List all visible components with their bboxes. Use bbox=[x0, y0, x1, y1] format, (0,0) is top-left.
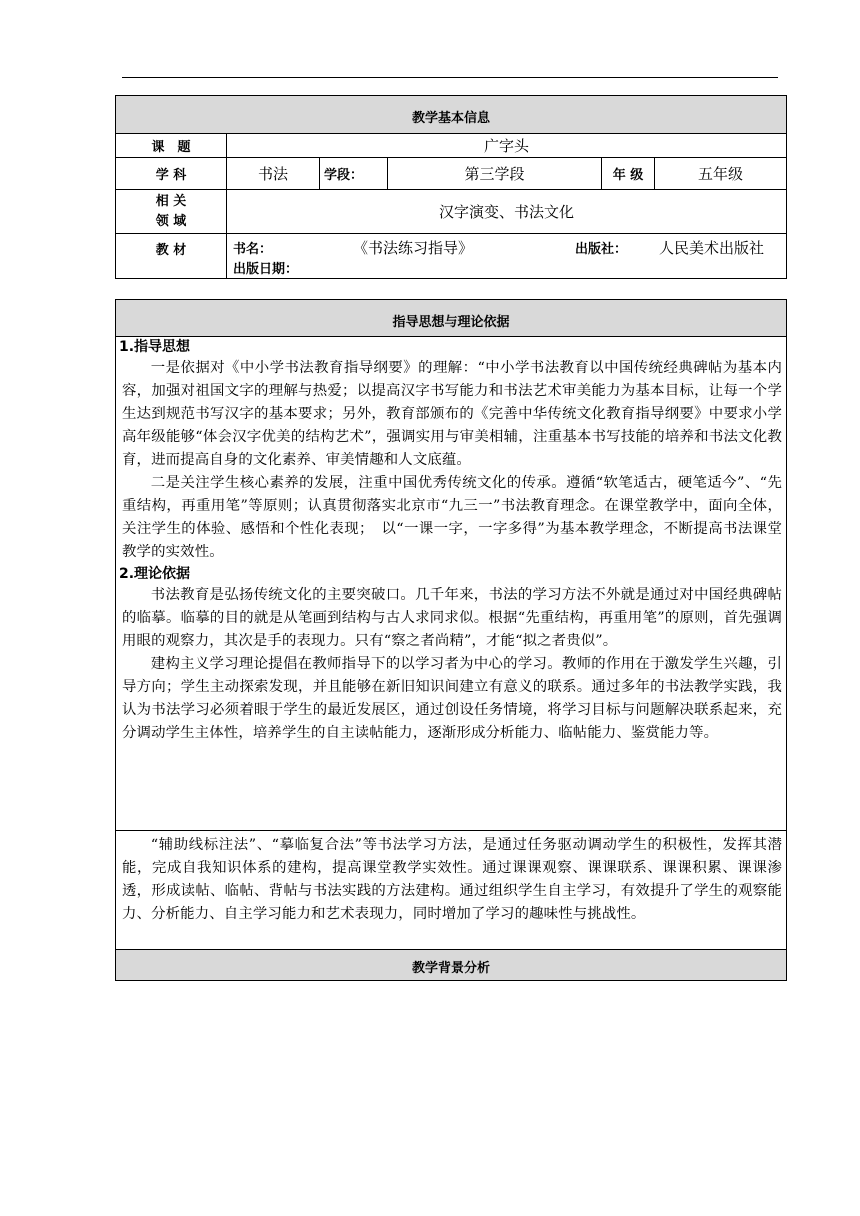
section2-paragraph: 书法教育是弘扬传统文化的主要突破口。几千年来，书法的学习方法不外就是通过对中国经典碑帖的临摹。临摹的目的就是从笔画到结构与古人求同求似。根据“先重结构，再重用笔”的原则，首先强调用眼的观察力，其次是手的表现力。只有“察之者尚精”，才能“拟之者贵似”。 bbox=[122, 587, 782, 649]
guidance-table bbox=[115, 299, 787, 981]
pub-date-label: 出版日期： bbox=[233, 262, 299, 277]
topic-label: 课 题 bbox=[116, 134, 227, 158]
field-label-line1: 相 关 bbox=[155, 193, 187, 209]
book-value: 《书法练习指导》 bbox=[353, 239, 474, 257]
stage-label: 学段： bbox=[320, 158, 388, 190]
field-label bbox=[116, 190, 227, 234]
subject-label: 学 科 bbox=[116, 158, 227, 190]
summary-paragraph: “辅助线标注法”、“摹临复合法”等书法学习方法，是通过任务驱动调动学生的积极性，发挥其潜能，完成自我知识体系的建构，提高课堂教学实效性。通过课课观察、课课联系、课课积累、课课渗透，形成读帖、临帖、背帖与书法实践的方法建构。通过组织学生自主学习，有效提升了学生的观察能力、分析能力、自主学习能力和艺术表现力，同时增加了学习的趣味性与挑战性。 bbox=[122, 837, 782, 922]
publisher-value: 人民美术出版社 bbox=[659, 239, 765, 257]
section2-title: 2.理论依据 bbox=[119, 566, 191, 582]
page-header-rule bbox=[122, 77, 778, 78]
book-label: 书名： bbox=[233, 242, 273, 257]
teaching-background-header: 教学背景分析 bbox=[116, 950, 787, 981]
topic-value: 广字头 bbox=[227, 134, 787, 158]
guidance-header: 指导思想与理论依据 bbox=[116, 300, 787, 337]
publisher-label: 出版社： bbox=[575, 242, 628, 257]
section1-title: 1.指导思想 bbox=[119, 339, 191, 355]
subject-value: 书法 bbox=[227, 158, 320, 190]
section2-paragraph: 建构主义学习理论提倡在教师指导下的以学习者为中心的学习。教师的作用在于激发学生兴趣，引导方向；学生主动探索发现，并且能够在新旧知识间建立有意义的联系。通过多年的书法教学实践，我认为书法学习必须着眼于学生的最近发展区，通过创设任务情境，将学习目标与问题解决联系起来，充分调动学生主体性，培养学生的自主读帖能力，逐渐形成分析能力、临帖能力、鉴赏能力等。 bbox=[122, 656, 782, 741]
basic-info-header: 教学基本信息 bbox=[116, 96, 787, 134]
summary-cell bbox=[116, 831, 787, 950]
field-label-line2: 领 域 bbox=[155, 213, 187, 229]
field-value: 汉字演变、书法文化 bbox=[227, 190, 787, 234]
guidance-body bbox=[116, 337, 787, 831]
section1-paragraph: 一是依据对《中小学书法教育指导纲要》的理解：“中小学书法教育以中国传统经典碑帖为基本内容，加强对祖国文字的理解与热爱；以提高汉字书写能力和书法艺术审美能力为基本目标，让每一个学生达到规范书写汉字的基本要求；另外，教育部颁布的《完善中华传统文化教育指导纲要》中要求小学高年级能够“体会汉字优美的结构艺术”，强调实用与审美相辅，注重基本书写技能的培养和书法文化教育，进而提高自身的文化素养、审美情趣和人文底蕴。 bbox=[122, 360, 782, 468]
material-label: 教 材 bbox=[116, 234, 227, 279]
basic-info-table bbox=[115, 95, 787, 279]
stage-value: 第三学段 bbox=[388, 158, 602, 190]
material-cell bbox=[227, 234, 787, 279]
grade-value: 五年级 bbox=[655, 158, 787, 190]
grade-label: 年 级 bbox=[602, 158, 655, 190]
section1-paragraph: 二是关注学生核心素养的发展，注重中国优秀传统文化的传承。遵循“软笔适古，硬笔适今”、“先重结构，再重用笔”等原则；认真贯彻落实北京市“九三一”书法教育理念。在课堂教学中，面向全体，关注学生的体验、感悟和个性化表现； 以“一课一字，一字多得”为基本教学理念，不断提高书法课堂教学的实效性。 bbox=[122, 475, 782, 560]
